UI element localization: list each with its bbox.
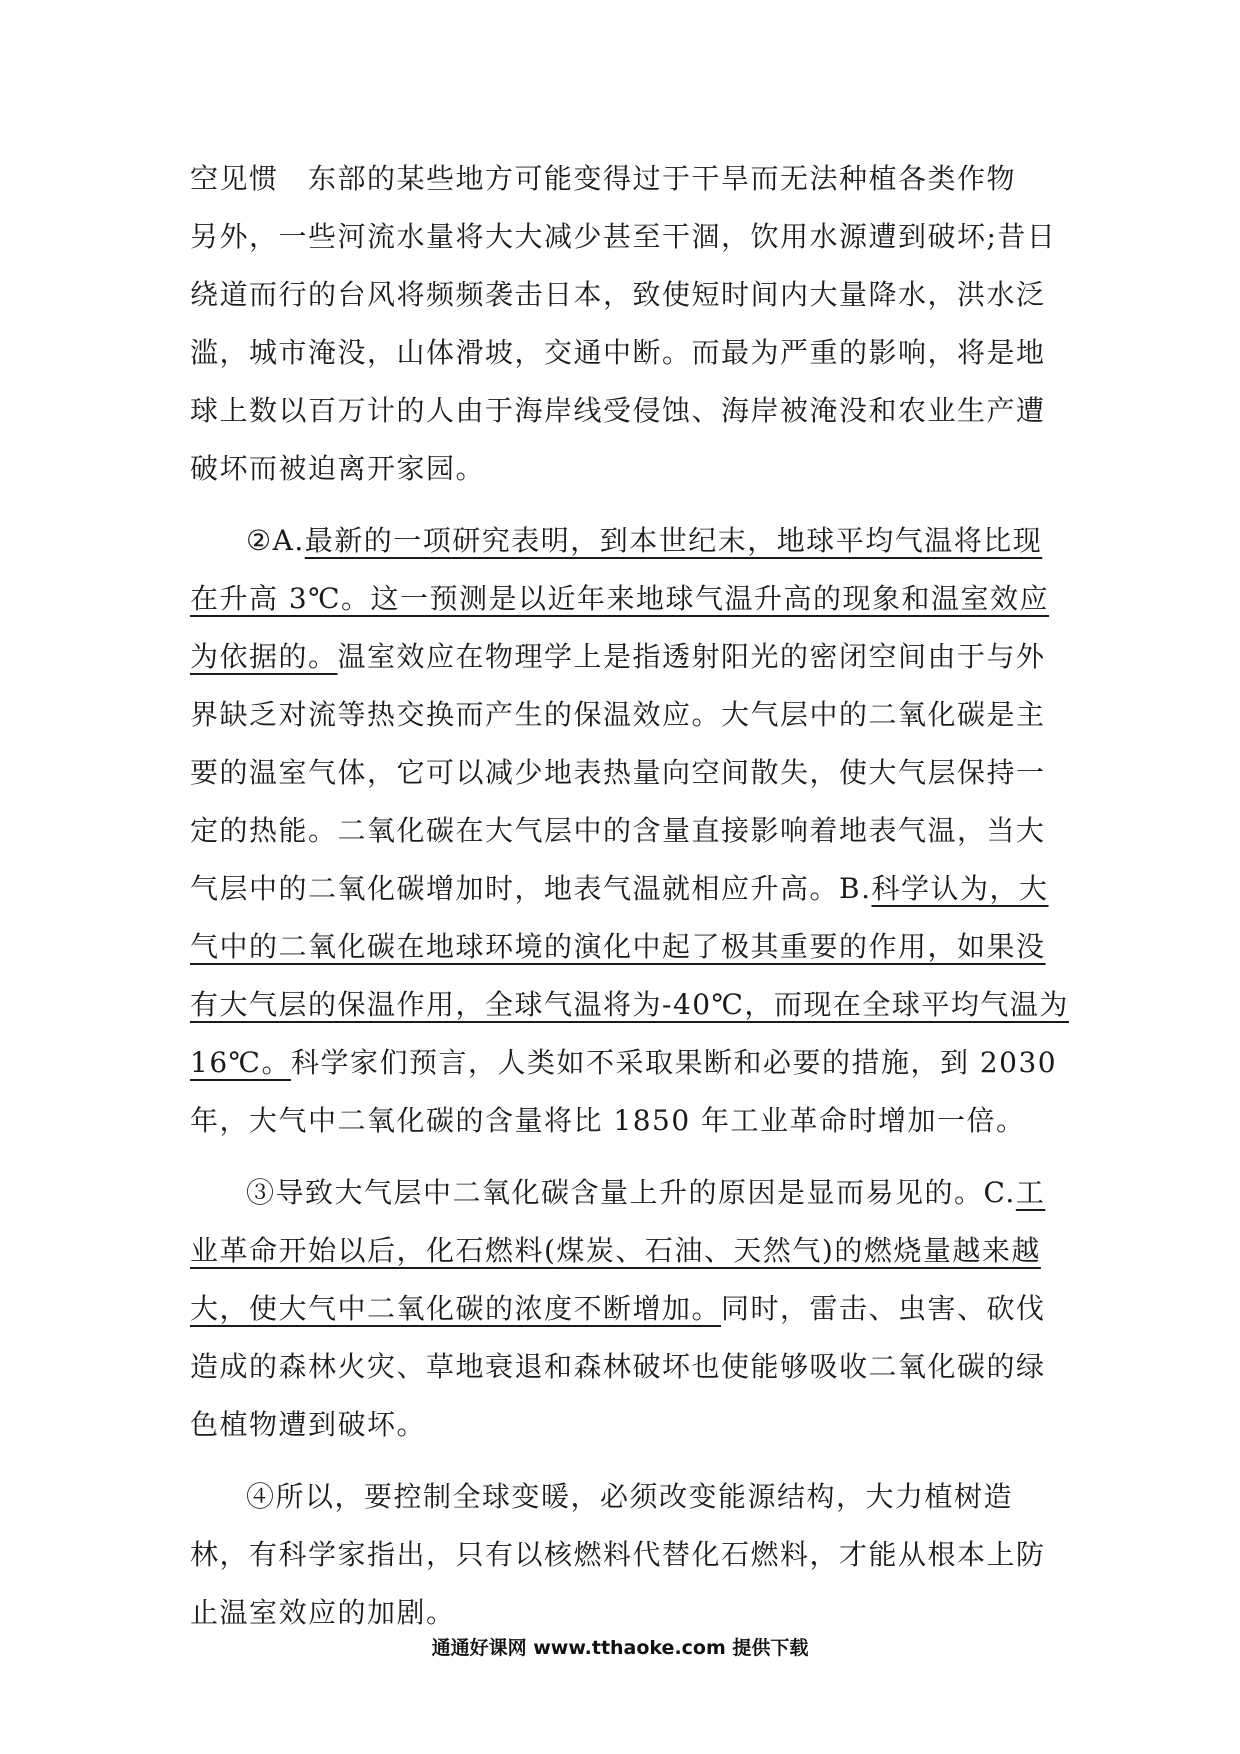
text-span: 同时，雷击、虫害、砍伐 [721, 1292, 1046, 1325]
text-line: ④所以，要控制全球变暖，必须改变能源结构，大力植树造 [246, 1480, 1014, 1513]
underlined-sentence-b: 科学认为，大 [871, 872, 1049, 905]
text-line: 定的热能。二氧化碳在大气层中的含量直接影响着地表气温，当大 [190, 814, 1046, 847]
paragraph-1 [190, 150, 1060, 498]
underlined-sentence-c: 业革命开始以后，化石燃料(煤炭、石油、天然气)的燃烧量越来越 [190, 1234, 1041, 1267]
underlined-sentence-a: 最新的一项研究表明，到本世纪末，地球平均气温将比现 [304, 524, 1043, 557]
underlined-sentence-b: 气中的二氧化碳在地球环境的演化中起了极其重要的作用，如果没 [190, 930, 1046, 963]
paragraph-3 [190, 1164, 1060, 1454]
text-line: 破坏而被迫离开家园。 [190, 452, 486, 485]
text-line [190, 570, 1060, 628]
underlined-sentence-b: 有大气层的保温作用，全球气温将为-40℃，而现在全球平均气温为 [190, 988, 1069, 1021]
text-span: ③导致大气层中二氧化碳含量上升的原因是显而易见的。C. [246, 1176, 1016, 1209]
paragraph-marker: ②A. [246, 524, 305, 557]
underlined-sentence-c: 大，使大气中二氧化碳的浓度不断增加。 [190, 1292, 722, 1325]
text-line [190, 1164, 1060, 1222]
paragraph-gap [190, 1454, 1060, 1468]
text-line [190, 1280, 1060, 1338]
paragraph-gap [190, 498, 1060, 512]
text-line: 色植物遭到破坏。 [190, 1408, 427, 1441]
underlined-sentence-a: 在升高 3℃。这一预测是以近年来地球气温升高的现象和温室效应 [190, 582, 1050, 615]
text-span: 温室效应在物理学上是指透射阳光的密闭空间由于与外 [337, 640, 1046, 673]
document-body [190, 150, 1069, 1642]
page-footer: 通通好课网 www.tthaoke.com 提供下载 [431, 1637, 809, 1659]
text-line: 止温室效应的加剧。 [190, 1596, 456, 1629]
text-line: 要的温室气体，它可以减少地表热量向空间散失，使大气层保持一 [190, 756, 1046, 789]
paragraph-2 [190, 512, 1069, 1150]
text-line [190, 1034, 1060, 1092]
underlined-sentence-a: 为依据的。 [190, 640, 338, 673]
text-line: 另外，一些河流水量将大大减少甚至干涸，饮用水源遭到破坏;昔日 [190, 220, 1057, 253]
text-line [190, 976, 1069, 1034]
paragraph-gap [190, 1150, 1060, 1164]
text-line: 空见惯 东部的某些地方可能变得过于干旱而无法种植各类作物 [190, 162, 1017, 195]
text-line: 绕道而行的台风将频频袭击日本，致使短时间内大量降水，洪水泛 [190, 278, 1046, 311]
text-line: 年，大气中二氧化碳的含量将比 1850 年工业革命时增加一倍。 [190, 1104, 1026, 1137]
text-span: 气层中的二氧化碳增加时，地表气温就相应升高。B. [190, 872, 872, 905]
underlined-sentence-b: 16℃。 [190, 1046, 291, 1079]
text-line [190, 512, 1060, 570]
text-line [190, 628, 1060, 686]
text-line: 球上数以百万计的人由于海岸线受侵蚀、海岸被淹没和农业生产遭 [190, 394, 1046, 427]
text-line: 滥，城市淹没，山体滑坡，交通中断。而最为严重的影响，将是地 [190, 336, 1046, 369]
paragraph-4 [190, 1468, 1060, 1642]
text-line: 造成的森林火灾、草地衰退和森林破坏也使能够吸收二氧化碳的绿 [190, 1350, 1046, 1383]
text-line [190, 860, 1060, 918]
underlined-sentence-c: 工 [1015, 1176, 1046, 1209]
text-span: 科学家们预言，人类如不采取果断和必要的措施，到 2030 [290, 1046, 1058, 1079]
text-line [190, 918, 1060, 976]
text-line: 界缺乏对流等热交换而产生的保温效应。大气层中的二氧化碳是主 [190, 698, 1046, 731]
text-line: 林，有科学家指出，只有以核燃料代替化石燃料，才能从根本上防 [190, 1538, 1046, 1571]
text-line [190, 1222, 1060, 1280]
